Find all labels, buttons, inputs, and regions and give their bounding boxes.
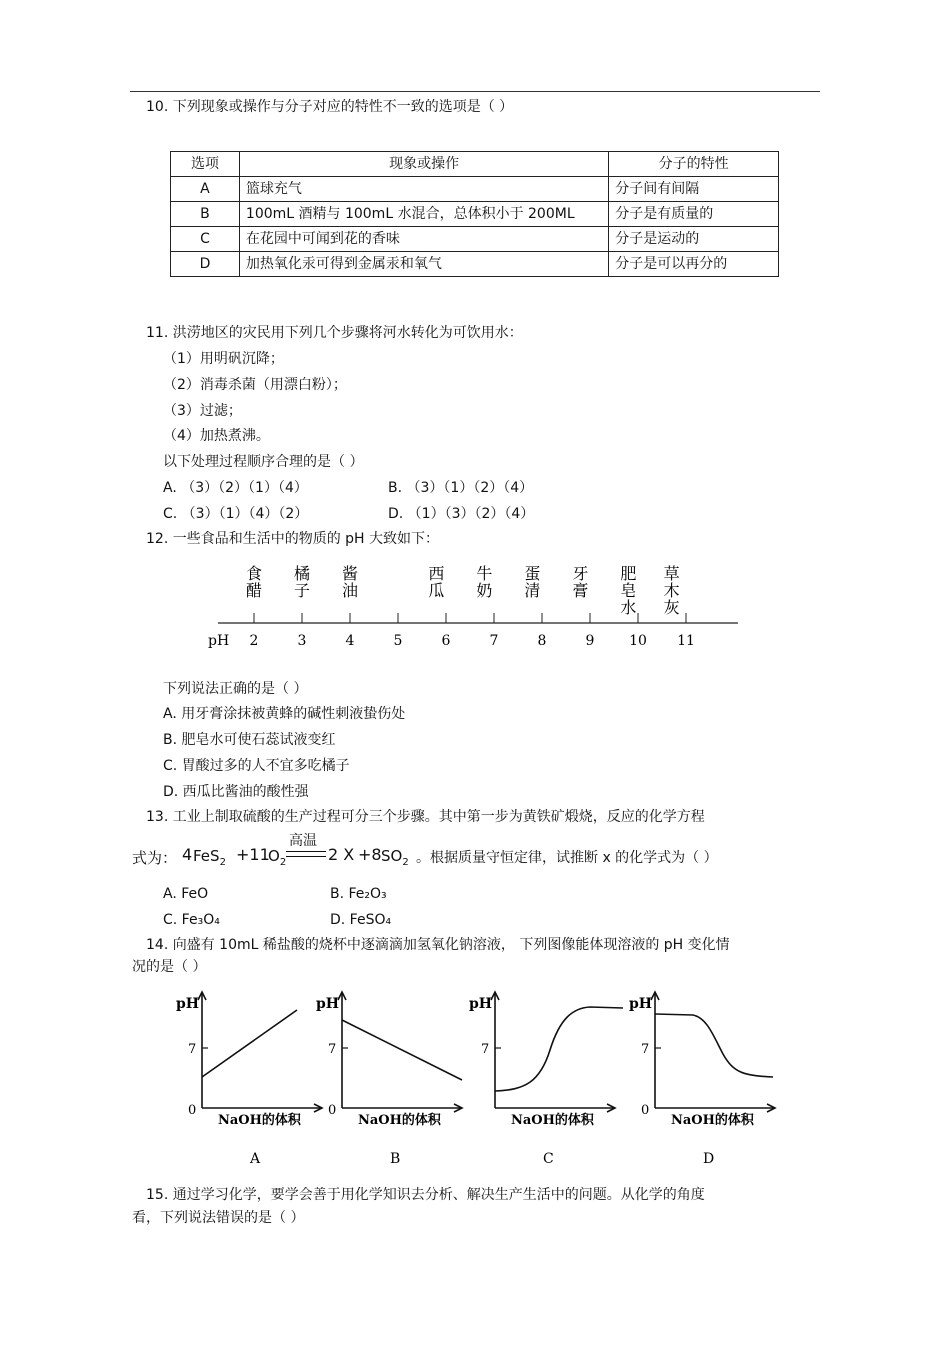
zero-label: 0	[641, 1103, 650, 1118]
scale-item-char: 奶	[476, 581, 493, 600]
eq-condition: 高温	[289, 833, 317, 849]
scale-item-char: 西	[428, 564, 445, 583]
graph-letter: A	[250, 1151, 261, 1167]
scale-tick-label: 3	[297, 633, 307, 649]
q11-ask: 以下处理过程顺序合理的是（ ）	[163, 454, 364, 470]
scale-item-char: 水	[620, 598, 637, 617]
scale-item-char: 牙	[572, 564, 589, 583]
graph-B	[316, 992, 462, 1167]
row-property: 分子是可以再分的	[609, 252, 779, 277]
scale-tick-label: 5	[393, 633, 403, 649]
scale-tick-label: 2	[249, 633, 259, 649]
seven-label: 7	[641, 1042, 650, 1057]
graph-D	[629, 992, 775, 1167]
scale-tick-label: 9	[585, 633, 595, 649]
q15-line-1: 15. 通过学习化学，要学会善于用化学知识去分析、解决生产生活中的问题。从化学的角度	[146, 1187, 705, 1203]
row-property: 分子是运动的	[609, 227, 779, 252]
scale-item-char: 肥	[620, 564, 637, 583]
eq-o: O	[268, 847, 280, 865]
q15-line-2: 看，下列说法错误的是（ ）	[132, 1210, 305, 1226]
y-label: pH	[316, 996, 340, 1012]
scale-item-char: 橘	[293, 564, 311, 583]
ph-scale-diagram	[200, 555, 745, 655]
q12-ask: 下列说法正确的是（ ）	[163, 681, 308, 697]
q10-table	[170, 151, 779, 277]
table-row	[171, 252, 779, 277]
scale-item-char: 草	[663, 564, 680, 583]
scale-item-char: 酱	[341, 564, 359, 583]
x-label: NaOH的体积	[218, 1113, 301, 1128]
table-row	[171, 177, 779, 202]
q11-option-a: A. （3）（2）（1）（4）	[163, 480, 308, 496]
q13-option-d: D. FeSO₄	[330, 912, 392, 928]
zero-label: 0	[328, 1103, 337, 1118]
scale-item-char: 牛	[476, 564, 493, 583]
eq-2x: 2 X	[328, 845, 355, 864]
zero-label: 0	[188, 1103, 197, 1118]
row-option: D	[171, 252, 240, 277]
row-property: 分子间有间隔	[609, 177, 779, 202]
eq-equals	[286, 851, 326, 857]
q12-stem: 12. 一些食品和生活中的物质的 pH 大致如下：	[146, 531, 440, 547]
header-property: 分子的特性	[609, 152, 779, 177]
ph-curve	[202, 1010, 297, 1077]
q14-graphs	[160, 980, 800, 1170]
row-option: C	[171, 227, 240, 252]
x-label: NaOH的体积	[511, 1113, 594, 1128]
x-label: NaOH的体积	[358, 1113, 441, 1128]
q10-stem: 10. 下列现象或操作与分子对应的特性不一致的选项是（ ）	[146, 99, 514, 115]
eq-so2	[381, 847, 409, 868]
x-label: NaOH的体积	[671, 1113, 754, 1128]
ph-curve	[342, 1020, 462, 1080]
header-option: 选项	[171, 152, 240, 177]
eq-fes2	[193, 847, 226, 868]
scale-item-char: 灰	[663, 598, 680, 617]
y-label: pH	[469, 996, 493, 1012]
eq-so-sub: 2	[402, 857, 409, 868]
eq-lead: 式为：	[132, 849, 178, 867]
row-phenomenon: 100mL 酒精与 100mL 水混合，总体积小于 200ML	[239, 202, 608, 227]
y-label: pH	[629, 996, 653, 1012]
row-phenomenon: 加热氧化汞可得到金属汞和氧气	[239, 252, 608, 277]
scale-tick-label: 7	[489, 633, 499, 649]
eq-fes-sub: 2	[219, 857, 226, 868]
table-row	[171, 227, 779, 252]
header-phenomenon: 现象或操作	[239, 152, 608, 177]
eq-coef-4: 4	[182, 845, 193, 864]
eq-so: SO	[381, 847, 403, 865]
q11-step-1: （1）用明矾沉降；	[163, 351, 284, 367]
scale-item-char: 子	[293, 581, 311, 600]
scale-tick-label: 11	[677, 633, 695, 649]
scale-item-char: 皂	[620, 581, 637, 600]
scale-item-char: 膏	[572, 581, 589, 600]
graph-letter: D	[703, 1151, 715, 1167]
q13-stem: 13. 工业上制取硫酸的生产过程可分三个步骤。其中第一步为黄铁矿煅烧，反应的化学方程	[146, 809, 705, 825]
scale-item-char: 醋	[245, 581, 263, 600]
scale-item-char: 瓜	[428, 581, 445, 600]
q12-option-a: A. 用牙膏涂抹被黄蜂的碱性刺液蛰伤处	[163, 706, 406, 722]
q11-option-c: C. （3）（1）（4）（2）	[163, 506, 309, 522]
scale-item-char: 油	[341, 581, 359, 600]
scale-item-char: 清	[524, 581, 541, 600]
q11-step-2: （2）消毒杀菌（用漂白粉）；	[163, 377, 347, 393]
scale-item-char: 食	[245, 564, 263, 583]
scale-tick-label: 8	[537, 633, 547, 649]
scale-item-char: 蛋	[524, 564, 541, 583]
q14-stem: 14. 向盛有 10mL 稀盐酸的烧杯中逐滴滴加氢氧化钠溶液， 下列图像能体现溶液的 pH 变化情	[146, 937, 730, 953]
eq-fes: FeS	[193, 847, 220, 865]
table-row	[171, 202, 779, 227]
scale-item-char: 木	[663, 581, 680, 600]
eq-o-sub: 2	[279, 857, 287, 868]
table-header-row	[171, 152, 779, 177]
q11-option-b: B. （3）（1）（2）（4）	[388, 480, 534, 496]
row-option: B	[171, 202, 240, 227]
q11-option-d: D. （1）（3）（2）（4）	[388, 506, 535, 522]
graph-letter: C	[543, 1151, 554, 1167]
y-label: pH	[176, 996, 200, 1012]
ph-curve	[655, 1014, 773, 1077]
scale-tick-label: 10	[629, 633, 647, 649]
eq-o2	[268, 847, 286, 868]
ph-curve	[495, 1007, 623, 1091]
q13-option-a: A. FeO	[163, 886, 209, 902]
q12-option-d: D. 西瓜比酱油的酸性强	[163, 784, 309, 800]
q12-option-c: C. 胃酸过多的人不宜多吃橘子	[163, 758, 350, 774]
row-option: A	[171, 177, 240, 202]
seven-label: 7	[188, 1042, 197, 1057]
scale-tick-label: 6	[441, 633, 451, 649]
row-phenomenon: 篮球充气	[239, 177, 608, 202]
seven-label: 7	[328, 1042, 337, 1057]
q14-stem-2: 况的是（ ）	[132, 959, 207, 975]
eq-tail: 。根据质量守恒定律，试推断 x 的化学式为（ ）	[416, 850, 718, 866]
q11-stem: 11. 洪涝地区的灾民用下列几个步骤将河水转化为可饮用水：	[146, 325, 523, 341]
graph-letter: B	[390, 1151, 401, 1167]
q11-step-4: （4）加热煮沸。	[163, 428, 270, 444]
q13-option-b: B. Fe₂O₃	[330, 886, 387, 902]
eq-plus-8: +8	[358, 845, 382, 864]
q12-option-b: B. 肥皂水可使石蕊试液变红	[163, 732, 336, 748]
graph-A	[176, 992, 322, 1167]
q11-step-3: （3）过滤；	[163, 403, 242, 419]
graph-C	[469, 992, 623, 1167]
row-property: 分子是有质量的	[609, 202, 779, 227]
eq-plus-11: +11	[236, 845, 270, 864]
q13-option-c: C. Fe₃O₄	[163, 912, 220, 928]
seven-label: 7	[481, 1042, 490, 1057]
scale-tick-label: 4	[345, 633, 355, 649]
scale-ph-label: pH	[208, 633, 230, 649]
row-phenomenon: 在花园中可闻到花的香味	[239, 227, 608, 252]
header-rule	[130, 91, 820, 92]
